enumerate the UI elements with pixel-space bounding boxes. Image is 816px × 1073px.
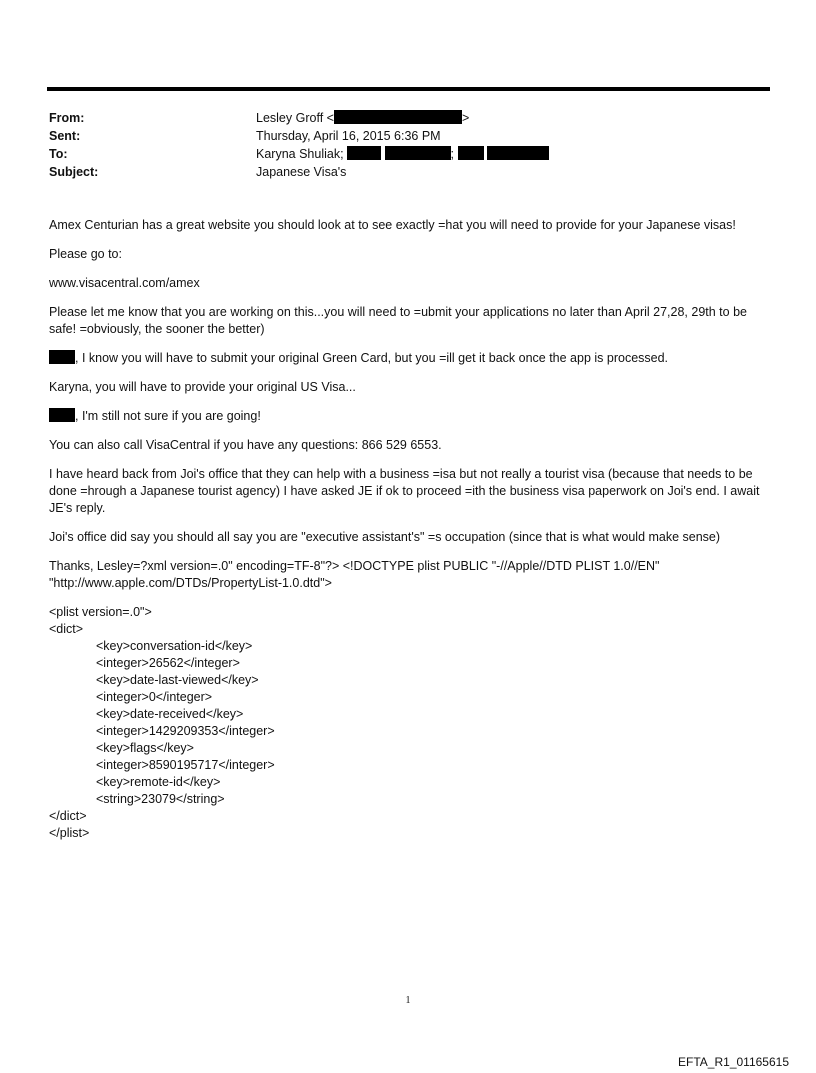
- redaction-block: [487, 146, 549, 160]
- redaction-block: [458, 146, 484, 160]
- body-paragraph: You can also call VisaCentral if you have any questions: 866 529 6553.: [49, 438, 442, 452]
- sent-label: Sent:: [49, 129, 81, 143]
- subject-label: Subject:: [49, 165, 99, 179]
- document-reference: EFTA_R1_01165615: [678, 1055, 789, 1069]
- body-paragraph: [49, 350, 771, 367]
- body-paragraph: Karyna, you will have to provide your original US Visa...: [49, 380, 356, 394]
- redaction-block: [334, 110, 462, 124]
- redaction-block: [49, 408, 75, 422]
- redaction-block: [385, 146, 451, 160]
- plist-block: [49, 604, 771, 842]
- body-text: , I'm still not sure if you are going!: [75, 409, 261, 423]
- plist-line: <plist version=.0">: [49, 605, 152, 619]
- subject-value: Japanese Visa's: [256, 165, 347, 179]
- plist-line: <key>conversation-id</key>: [96, 639, 253, 653]
- email-body: [49, 217, 771, 842]
- from-value: [256, 109, 469, 127]
- from-close: >: [461, 111, 470, 125]
- plist-line: <key>flags</key>: [96, 741, 194, 755]
- to-first-recipient: Karyna Shuliak;: [256, 147, 344, 161]
- header-rule: [47, 87, 770, 91]
- plist-line: <integer>0</integer>: [96, 690, 213, 704]
- plist-line: <string>23079</string>: [96, 792, 225, 806]
- redaction-block: [347, 146, 381, 160]
- body-paragraph: Thanks, Lesley=?xml version=.0" encoding=TF-8"?> <!DOCTYPE plist PUBLIC "-//Apple//DTD PLIST 1.0//EN" "http://www.apple.com/DTDs/PropertyList-1.0.dtd">: [49, 559, 660, 590]
- body-text: , I know you will have to submit your original Green Card, but you =ill get it back once the app is processed.: [75, 351, 669, 365]
- plist-line: <dict>: [49, 622, 84, 636]
- redaction-block: [49, 350, 75, 364]
- plist-line: <key>date-received</key>: [96, 707, 244, 721]
- plist-line: <integer>1429209353</integer>: [96, 724, 275, 738]
- page-number: 1: [405, 995, 411, 1006]
- body-paragraph: Please let me know that you are working on this...you will need to =ubmit your applications no later than April 27,28, 29th to be safe! =obviously, the sooner the better): [49, 305, 747, 336]
- plist-line: <key>remote-id</key>: [96, 775, 221, 789]
- body-paragraph: I have heard back from Joi's office that they can help with a business =isa but not really a tourist visa (because that needs to be done =hrough a Japanese tourist agency) I have asked JE if ok to proceed =ith the business visa paperwork on Joi's end. I await JE's reply.: [49, 467, 760, 515]
- from-label: From:: [49, 111, 85, 125]
- plist-line: <key>date-last-viewed</key>: [96, 673, 259, 687]
- from-name: Lesley Groff <: [256, 111, 334, 125]
- to-separator: ;: [450, 147, 455, 161]
- to-label: To:: [49, 147, 68, 161]
- body-paragraph: Amex Centurian has a great website you should look at to see exactly =hat you will need to provide for your Japanese visas!: [49, 218, 736, 232]
- visa-central-link: www.visacentral.com/amex: [49, 276, 200, 290]
- plist-line: <integer>26562</integer>: [96, 656, 240, 670]
- body-paragraph: Joi's office did say you should all say you are "executive assistant's" =s occupation (since that is what would make sense): [49, 530, 721, 544]
- plist-line: <integer>8590195717</integer>: [96, 758, 275, 772]
- to-value: [256, 145, 549, 163]
- plist-line: </dict>: [49, 809, 87, 823]
- sent-value: Thursday, April 16, 2015 6:36 PM: [256, 129, 441, 143]
- body-paragraph: [49, 408, 771, 425]
- body-paragraph: Please go to:: [49, 247, 122, 261]
- plist-line: </plist>: [49, 826, 90, 840]
